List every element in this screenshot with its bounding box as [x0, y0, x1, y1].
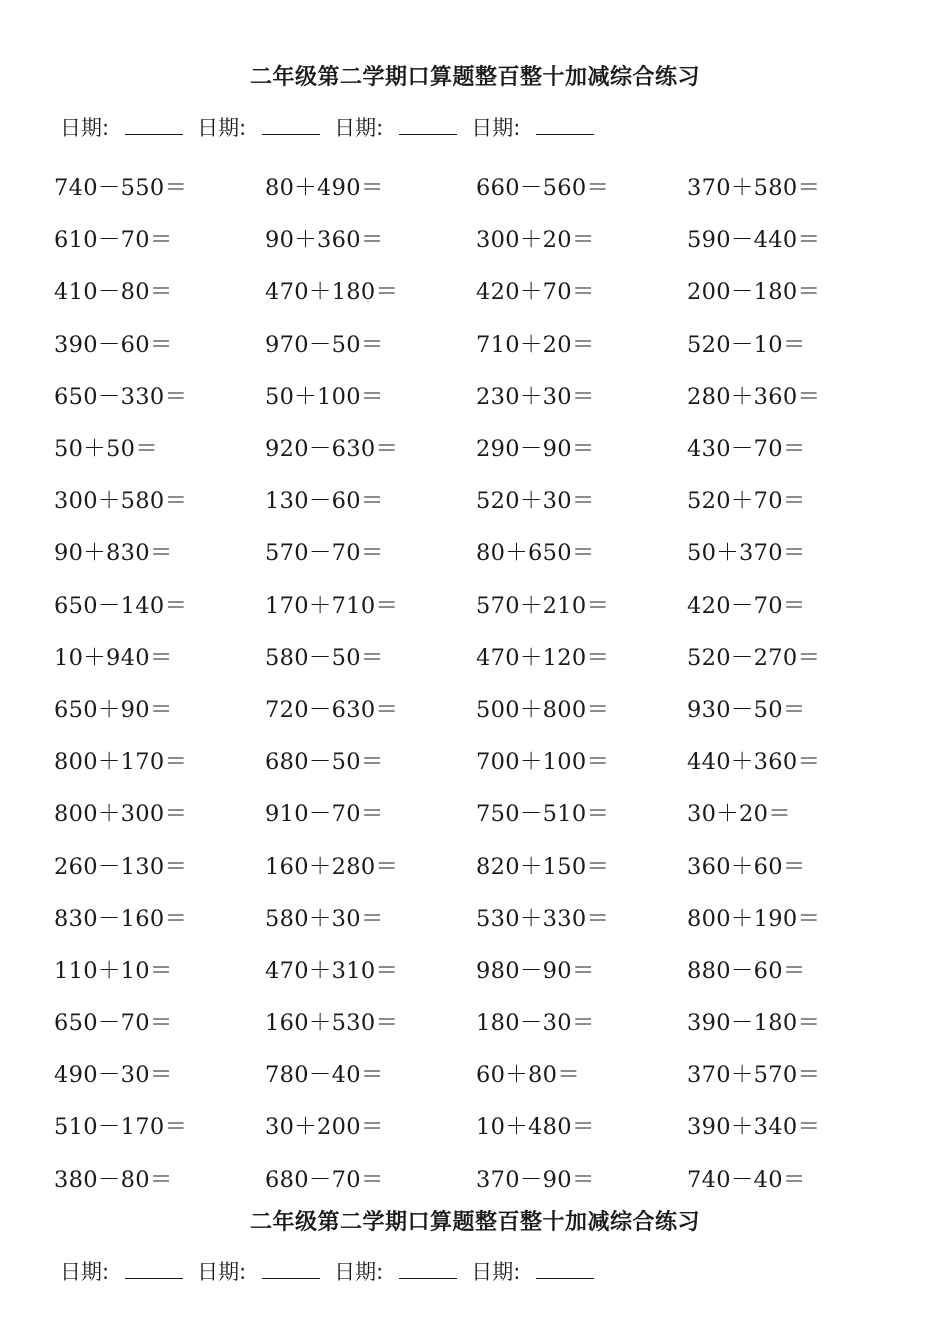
arithmetic-problem: 50＋50＝ — [54, 436, 159, 463]
arithmetic-problem: 570＋210＝ — [476, 592, 610, 619]
arithmetic-problem: 30＋20＝ — [687, 801, 792, 828]
problem-row — [54, 160, 898, 212]
date-field — [60, 112, 183, 142]
problem-row — [54, 786, 898, 838]
arithmetic-problem: 820＋150＝ — [476, 853, 610, 880]
arithmetic-problem: 10＋940＝ — [54, 644, 173, 671]
arithmetic-problem: 680－70＝ — [265, 1166, 384, 1193]
arithmetic-problem: 430－70＝ — [687, 436, 806, 463]
problem-row — [54, 891, 898, 943]
arithmetic-problem: 160＋280＝ — [265, 853, 399, 880]
problem-row — [54, 734, 898, 786]
date-label: 日期: — [471, 1260, 521, 1284]
arithmetic-problem: 390－60＝ — [54, 331, 173, 358]
arithmetic-problem: 660－560＝ — [476, 175, 610, 202]
arithmetic-problem: 90＋830＝ — [54, 540, 173, 567]
arithmetic-problem: 470＋120＝ — [476, 644, 610, 671]
date-blank[interactable] — [399, 133, 457, 135]
date-blank[interactable] — [399, 1277, 457, 1279]
arithmetic-problem: 50＋100＝ — [265, 383, 384, 410]
arithmetic-problem: 280＋360＝ — [687, 383, 821, 410]
arithmetic-problem: 510－170＝ — [54, 1114, 188, 1141]
arithmetic-problem: 110＋10＝ — [54, 957, 173, 984]
date-blank[interactable] — [536, 133, 594, 135]
problem-row — [54, 838, 898, 890]
date-label: 日期: — [197, 116, 247, 140]
arithmetic-problem: 580＋30＝ — [265, 905, 384, 932]
date-blank[interactable] — [536, 1277, 594, 1279]
arithmetic-problem: 780－40＝ — [265, 1062, 384, 1089]
arithmetic-problem: 60＋80＝ — [476, 1062, 581, 1089]
problem-row — [54, 630, 898, 682]
arithmetic-problem: 530＋330＝ — [476, 905, 610, 932]
arithmetic-problem: 390－180＝ — [687, 1010, 821, 1037]
arithmetic-problem: 470＋180＝ — [265, 279, 399, 306]
arithmetic-problem: 520－10＝ — [687, 331, 806, 358]
arithmetic-problem: 80＋650＝ — [476, 540, 595, 567]
arithmetic-problem: 470＋310＝ — [265, 957, 399, 984]
problem-row — [54, 212, 898, 264]
arithmetic-problem: 300＋20＝ — [476, 227, 595, 254]
arithmetic-problem: 370＋570＝ — [687, 1062, 821, 1089]
arithmetic-problem: 170＋710＝ — [265, 592, 399, 619]
arithmetic-problem: 930－50＝ — [687, 696, 806, 723]
arithmetic-problem: 520＋30＝ — [476, 488, 595, 515]
arithmetic-problem: 410－80＝ — [54, 279, 173, 306]
date-field — [197, 1256, 320, 1286]
problem-row — [54, 525, 898, 577]
arithmetic-problem: 360＋60＝ — [687, 853, 806, 880]
problem-row — [54, 943, 898, 995]
arithmetic-problem: 800＋300＝ — [54, 801, 188, 828]
worksheet-title-repeat: 二年级第二学期口算题整百整十加减综合练习 — [249, 1210, 700, 1235]
arithmetic-problem: 610－70＝ — [54, 227, 173, 254]
arithmetic-problem: 830－160＝ — [54, 905, 188, 932]
arithmetic-problem: 370－90＝ — [476, 1166, 595, 1193]
date-blank[interactable] — [125, 1277, 183, 1279]
problem-row — [54, 578, 898, 630]
arithmetic-problem: 710＋20＝ — [476, 331, 595, 358]
arithmetic-problem: 520－270＝ — [687, 644, 821, 671]
problem-row — [54, 369, 898, 421]
arithmetic-problem: 680－50＝ — [265, 749, 384, 776]
arithmetic-problem: 420＋70＝ — [476, 279, 595, 306]
worksheet-title: 二年级第二学期口算题整百整十加减综合练习 — [249, 65, 700, 90]
arithmetic-problem: 650－140＝ — [54, 592, 188, 619]
date-label: 日期: — [334, 116, 384, 140]
arithmetic-problem: 390＋340＝ — [687, 1114, 821, 1141]
arithmetic-problem: 500＋800＝ — [476, 696, 610, 723]
problem-row — [54, 264, 898, 316]
arithmetic-problem: 650－70＝ — [54, 1010, 173, 1037]
problem-row — [54, 1099, 898, 1151]
date-label: 日期: — [334, 1260, 384, 1284]
problem-row — [54, 1047, 898, 1099]
arithmetic-problem: 370＋580＝ — [687, 175, 821, 202]
arithmetic-problem: 290－90＝ — [476, 436, 595, 463]
arithmetic-problem: 970－50＝ — [265, 331, 384, 358]
arithmetic-problem: 650－330＝ — [54, 383, 188, 410]
problem-row — [54, 317, 898, 369]
arithmetic-problem: 300＋580＝ — [54, 488, 188, 515]
arithmetic-problem: 520＋70＝ — [687, 488, 806, 515]
arithmetic-problem: 180－30＝ — [476, 1010, 595, 1037]
date-field — [334, 112, 457, 142]
problem-row — [54, 682, 898, 734]
date-field — [197, 112, 320, 142]
arithmetic-problem: 580－50＝ — [265, 644, 384, 671]
arithmetic-problem: 800＋190＝ — [687, 905, 821, 932]
arithmetic-problem: 590－440＝ — [687, 227, 821, 254]
arithmetic-problem: 200－180＝ — [687, 279, 821, 306]
arithmetic-problem: 800＋170＝ — [54, 749, 188, 776]
arithmetic-problem: 740－550＝ — [54, 175, 188, 202]
arithmetic-problem: 750－510＝ — [476, 801, 610, 828]
arithmetic-problem: 260－130＝ — [54, 853, 188, 880]
arithmetic-problem: 440＋360＝ — [687, 749, 821, 776]
arithmetic-problem: 80＋490＝ — [265, 175, 384, 202]
problem-row — [54, 421, 898, 473]
problem-row — [54, 995, 898, 1047]
date-label: 日期: — [197, 1260, 247, 1284]
arithmetic-problem: 230＋30＝ — [476, 383, 595, 410]
arithmetic-problem: 160＋530＝ — [265, 1010, 399, 1037]
arithmetic-problem: 30＋200＝ — [265, 1114, 384, 1141]
arithmetic-problem: 880－60＝ — [687, 957, 806, 984]
date-label: 日期: — [60, 116, 110, 140]
arithmetic-problem: 90＋360＝ — [265, 227, 384, 254]
problem-row — [54, 473, 898, 525]
arithmetic-problem: 700＋100＝ — [476, 749, 610, 776]
date-field — [334, 1256, 457, 1286]
date-blank[interactable] — [262, 133, 320, 135]
arithmetic-problem: 570－70＝ — [265, 540, 384, 567]
date-label: 日期: — [471, 116, 521, 140]
arithmetic-problem: 650＋90＝ — [54, 696, 173, 723]
problem-row — [54, 1152, 898, 1204]
problem-grid — [54, 160, 898, 1204]
date-label: 日期: — [60, 1260, 110, 1284]
date-field — [471, 112, 594, 142]
arithmetic-problem: 490－30＝ — [54, 1062, 173, 1089]
arithmetic-problem: 720－630＝ — [265, 696, 399, 723]
date-row-repeat — [60, 1256, 608, 1286]
date-field — [60, 1256, 183, 1286]
arithmetic-problem: 980－90＝ — [476, 957, 595, 984]
arithmetic-problem: 10＋480＝ — [476, 1114, 595, 1141]
arithmetic-problem: 380－80＝ — [54, 1166, 173, 1193]
date-blank[interactable] — [125, 133, 183, 135]
arithmetic-problem: 740－40＝ — [687, 1166, 806, 1193]
arithmetic-problem: 50＋370＝ — [687, 540, 806, 567]
arithmetic-problem: 420－70＝ — [687, 592, 806, 619]
date-row — [60, 112, 608, 142]
arithmetic-problem: 920－630＝ — [265, 436, 399, 463]
date-blank[interactable] — [262, 1277, 320, 1279]
arithmetic-problem: 910－70＝ — [265, 801, 384, 828]
date-field — [471, 1256, 594, 1286]
arithmetic-problem: 130－60＝ — [265, 488, 384, 515]
